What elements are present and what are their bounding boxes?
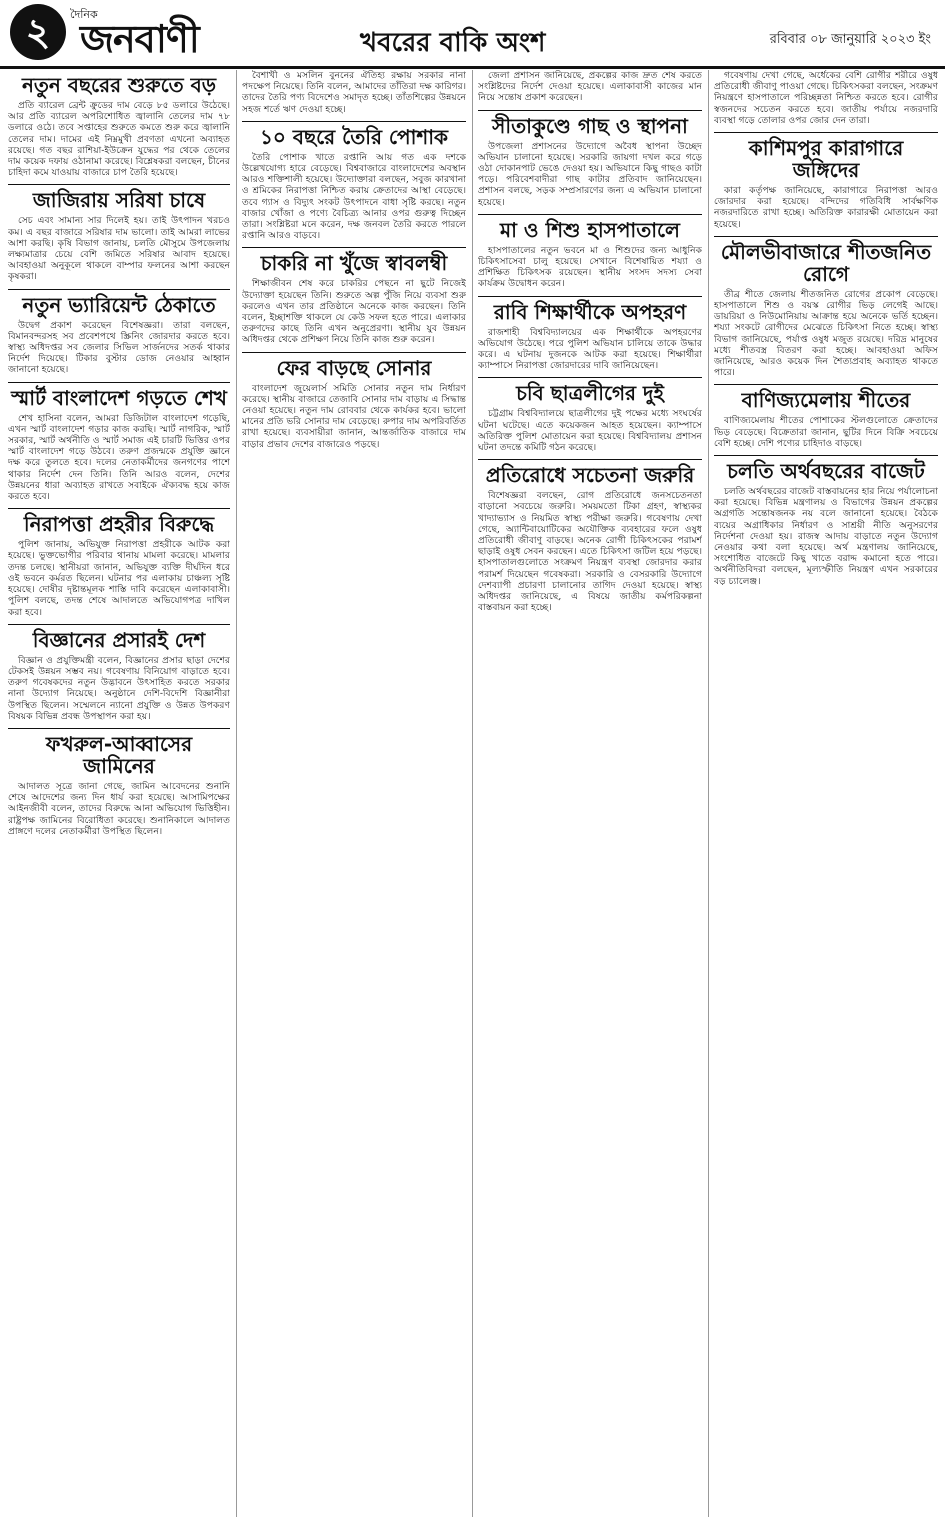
column-divider xyxy=(472,70,473,1517)
news-story xyxy=(478,377,702,453)
news-story xyxy=(242,121,466,242)
news-story xyxy=(8,382,230,503)
story-headline: চলতি অর্থবছরের বাজেট xyxy=(727,459,925,484)
story-divider xyxy=(242,247,466,248)
story-headline: জাজিরায় সরিষা চাষে xyxy=(32,188,206,213)
news-story xyxy=(478,70,702,104)
story-divider xyxy=(478,296,702,297)
column-4 xyxy=(714,70,938,1517)
column-divider xyxy=(708,70,709,1517)
story-body: বিশেষজ্ঞরা বলছেন, রোগ প্রতিরোধে জনসচেতনতা বাড়ানো সবচেয়ে জরুরি। সময়মতো টিকা গ্রহণ, স্বাস্থ্যকর খাদ্যাভ্যাস ও নিয়মিত স্বাস্থ্য পরীক্ষা জরুরি। গবেষণায় দেখা গেছে, অ্যান্টিবায়োটিকের অযৌক্তিক ব্যবহারের ফলে ওষুধ প্রতিরোধী জীবাণু বাড়ছে। অনেক রোগী চিকিৎসকের পরামর্শ ছাড়াই ওষুধ সেবন করছেন। এতে চিকিৎসা জটিল হয়ে পড়ছে। হাসপাতালগুলোতে সংক্রমণ নিয়ন্ত্রণ ব্যবস্থা জোরদার করার পরামর্শ দিয়েছেন গবেষকরা। সরকারি ও বেসরকারি উদ্যোগে দেশব্যাপী প্রচারণা চালানোর তাগিদ দেওয়া হয়েছে। স্বাস্থ্য অধিদপ্তর জানিয়েছে, এ বিষয়ে জাতীয় কর্মপরিকল্পনা বাস্তবায়ন করা হচ্ছে। xyxy=(478,490,702,614)
news-story xyxy=(242,352,466,450)
story-headline: চাকরি না খুঁজে স্বাবলম্বী xyxy=(260,251,448,276)
story-divider xyxy=(242,121,466,122)
story-divider xyxy=(478,459,702,460)
story-divider xyxy=(8,728,230,729)
story-body: পুলিশ জানায়, অভিযুক্ত নিরাপত্তা প্রহরীকে আটক করা হয়েছে। ভুক্তভোগীর পরিবার থানায় মামলা করেছে। মামলার তদন্ত চলছে। স্থানীয়রা জানান, অভিযুক্ত ব্যক্তি দীর্ঘদিন ধরে ওই ভবনে কর্মরত ছিলেন। ঘটনার পর এলাকায় চাঞ্চল্য সৃষ্টি হয়েছে। দোষীর দৃষ্টান্তমূলক শাস্তি দাবি করেছেন এলাকাবাসী। পুলিশ বলছে, তদন্ত শেষে আদালতে অভিযোগপত্র দাখিল করা হবে। xyxy=(8,539,230,618)
column-2 xyxy=(242,70,466,1517)
story-body: বাণিজ্যমেলায় শীতের পোশাকের স্টলগুলোতে ক্রেতাদের ভিড় বেড়েছে। বিক্রেতারা জানান, ছুটির দিনে বিক্রি সবচেয়ে বেশি হচ্ছে। দেশি পণ্যের চাহিদাও বাড়ছে। xyxy=(714,415,938,449)
story-divider xyxy=(8,508,230,509)
story-divider xyxy=(478,214,702,215)
story-divider xyxy=(714,455,938,456)
story-divider xyxy=(478,377,702,378)
story-divider xyxy=(8,624,230,625)
story-headline: মা ও শিশু হাসপাতালে xyxy=(500,217,680,242)
story-body: সেচ এবং সামান্য সার দিলেই হয়। তাই উৎপাদন খরচও কম। এ বছর বাজারে সরিষার দাম ভালো। তাই আমরা লাভের আশা করছি। কৃষি বিভাগ জানায়, চলতি মৌসুমে উপজেলায় লক্ষ্যমাত্রার চেয়ে বেশি জমিতে সরিষার আবাদ হয়েছে। আবহাওয়া অনুকূলে থাকলে বাম্পার ফলনের আশা করছেন কৃষকরা। xyxy=(8,215,230,283)
story-headline: বাণিজ্যমেলায় শীতের xyxy=(741,388,911,413)
news-story xyxy=(8,624,230,722)
story-body: চলতি অর্থবছরের বাজেট বাস্তবায়নের হার নিয়ে পর্যালোচনা করা হয়েছে। বিভিন্ন মন্ত্রণালয় ও বিভাগের উন্নয়ন প্রকল্পের অগ্রগতি সন্তোষজনক নয় বলে জানানো হয়েছে। বৈঠকে ব্যয়ের অগ্রাধিকার নির্ধারণ ও সাশ্রয়ী নীতি অনুসরণের নির্দেশনা দেওয়া হয়। রাজস্ব আদায় বাড়াতে নতুন উদ্যোগ নেওয়ার কথা বলা হয়েছে। অর্থ মন্ত্রণালয় জানিয়েছে, সংশোধিত বাজেটে কিছু খাতে বরাদ্দ কমানো হতে পারে। অর্থনীতিবিদরা বলছেন, মূল্যস্ফীতি নিয়ন্ত্রণ এখন সরকারের বড় চ্যালেঞ্জ। xyxy=(714,486,938,587)
story-body: প্রতি ব্যারেল ব্রেন্ট ক্রুডের দাম বেড়ে ৮৫ ডলারে উঠেছে। আর প্রতি ব্যারেল অপরিশোধিত জ্বালানি তেলের দাম ৭৮ ডলারে ওঠে। তবে সপ্তাহের শুরুতে কমতে শুরু করে জ্বালানি তেলের দাম। দামের এই নিম্নমুখী প্রবণতা এখনো অব্যাহত রয়েছে। গত বছর রাশিয়া-ইউক্রেন যুদ্ধের পর থেকে তেলের দাম কয়েক দফায় ওঠানামা করেছে। বিশ্লেষকরা বলছেন, চীনের চাহিদা কমে যাওয়ায় বাজারে চাপ তৈরি হয়েছে। xyxy=(8,100,230,179)
story-body: আদালত সূত্রে জানা গেছে, জামিন আবেদনের শুনানি শেষে আদেশের জন্য দিন ধার্য করা হয়েছে। আসামিপক্ষের আইনজীবী বলেন, তাদের বিরুদ্ধে আনা অভিযোগ ভিত্তিহীন। রাষ্ট্রপক্ষ জামিনের বিরোধিতা করেছে। শুনানিকালে আদালত প্রাঙ্গণে দলের নেতাকর্মীরা উপস্থিত ছিলেন। xyxy=(8,780,230,837)
story-body: তৈরি পোশাক খাতে রপ্তানি আয় গত এক দশকে উল্লেখযোগ্য হারে বেড়েছে। বিশ্ববাজারে বাংলাদেশের অবস্থান আরও শক্তিশালী হয়েছে। উদ্যোক্তারা বলছেন, সবুজ কারখানা ও শ্রমিকের নিরাপত্তা নিশ্চিত করায় ক্রেতাদের আস্থা বেড়েছে। তবে গ্যাস ও বিদ্যুৎ সংকট উৎপাদনে বাধা সৃষ্টি করছে। নতুন বাজার খোঁজা ও পণ্যে বৈচিত্র্য আনার ওপর গুরুত্ব দিচ্ছেন তারা। সংশ্লিষ্টরা মনে করেন, দক্ষ জনবল তৈরি করতে পারলে রপ্তানি আরও বাড়বে। xyxy=(242,151,466,242)
section-title: খবরের বাকি অংশ xyxy=(360,28,546,58)
story-divider xyxy=(8,289,230,290)
story-headline: নতুন বছরের শুরুতে বড় xyxy=(21,73,217,97)
story-headline: চবি ছাত্রলীগের দুই xyxy=(516,381,664,406)
news-story xyxy=(8,289,230,376)
story-body: শেখ হাসিনা বলেন, আমরা ডিজিটাল বাংলাদেশ গড়েছি, এখন স্মার্ট বাংলাদেশ গড়ার কাজ করছি। স্মার্ট নাগরিক, স্মার্ট সরকার, স্মার্ট অর্থনীতি ও স্মার্ট সমাজ এই চারটি ভিত্তির ওপর স্মার্ট বাংলাদেশ গড়ে উঠবে। তরুণ প্রজন্মকে প্রযুক্তি জ্ঞানে দক্ষ করে তুলতে হবে। দলের নেতাকর্মীদের জনগণের পাশে থাকার নির্দেশ দেন তিনি। তিনি আরও বলেন, দেশের উন্নয়নের ধারা অব্যাহত রাখতে সবাইকে ঐক্যবদ্ধ হয়ে কাজ করতে হবে। xyxy=(8,412,230,503)
brand-prefix: দৈনিক xyxy=(70,8,98,21)
news-story xyxy=(478,110,702,208)
news-story xyxy=(714,384,938,449)
story-body: উপজেলা প্রশাসনের উদ্যোগে অবৈধ স্থাপনা উচ্ছেদ অভিযান চালানো হয়েছে। সরকারি জায়গা দখল করে গড়ে ওঠা দোকানপাট ভেঙে দেওয়া হয়। অভিযানে কিছু গাছও কাটা পড়ে। পরিবেশবাদীরা গাছ কাটার প্রতিবাদ জানিয়েছেন। প্রশাসন বলছে, সড়ক সম্প্রসারণের জন্য এ অভিযান চালানো হয়েছে। xyxy=(478,140,702,208)
story-divider xyxy=(8,184,230,185)
story-headline: প্রতিরোধে সচেতনা জরুরি xyxy=(485,463,695,488)
story-headline: রাবি শিক্ষার্থীকে অপহরণ xyxy=(493,299,687,324)
news-story xyxy=(8,74,230,178)
story-body: বিজ্ঞান ও প্রযুক্তিমন্ত্রী বলেন, বিজ্ঞানের প্রসার ছাড়া দেশের টেকসই উন্নয়ন সম্ভব নয়। গবেষণায় বিনিয়োগ বাড়াতে হবে। তরুণ গবেষকদের নতুন উদ্ভাবনে উৎসাহিত করতে সরকার নানা উদ্যোগ নিয়েছে। অনুষ্ঠানে দেশি-বিদেশি বিজ্ঞানীরা উপস্থিত ছিলেন। সম্মেলনে ন্যানো প্রযুক্তি ও উন্নত উপকরণ বিষয়ক বিভিন্ন প্রবন্ধ উপস্থাপন করা হয়। xyxy=(8,654,230,722)
news-story xyxy=(714,236,938,379)
dateline: রবিবার ০৮ জানুয়ারি ২০২৩ ইং xyxy=(769,32,931,47)
news-story xyxy=(714,455,938,587)
story-body: রাজশাহী বিশ্ববিদ্যালয়ের এক শিক্ষার্থীকে অপহরণের অভিযোগ উঠেছে। পরে পুলিশ অভিযান চালিয়ে তাকে উদ্ধার করে। এ ঘটনায় দুজনকে আটক করা হয়েছে। শিক্ষার্থীরা ক্যাম্পাসে নিরাপত্তা জোরদারের দাবি জানিয়েছেন। xyxy=(478,326,702,372)
story-divider xyxy=(478,110,702,111)
news-story xyxy=(8,184,230,282)
story-headline: নিরাপত্তা প্রহরীর বিরুদ্ধে xyxy=(23,512,215,537)
masthead xyxy=(0,0,945,69)
page-number: ২ xyxy=(10,4,66,60)
column-divider xyxy=(236,70,237,1517)
story-divider xyxy=(8,382,230,383)
news-story xyxy=(8,508,230,617)
news-story xyxy=(714,70,938,126)
story-body: জেলা প্রশাসন জানিয়েছে, প্রকল্পের কাজ দ্রুত শেষ করতে সংশ্লিষ্টদের নির্দেশ দেওয়া হয়েছে। এলাকাবাসী কাজের মান নিয়ে সন্তোষ প্রকাশ করেছেন। xyxy=(478,70,702,104)
news-story xyxy=(478,296,702,372)
story-body: কারা কর্তৃপক্ষ জানিয়েছে, কারাগারে নিরাপত্তা আরও জোরদার করা হয়েছে। বন্দিদের গতিবিধি সার্বক্ষণিক নজরদারিতে রাখা হচ্ছে। অতিরিক্ত কারারক্ষী মোতায়েন করা হয়েছে। xyxy=(714,185,938,230)
brand-logo: জনবাণী xyxy=(80,17,199,61)
story-body: চট্টগ্রাম বিশ্ববিদ্যালয়ে ছাত্রলীগের দুই পক্ষের মধ্যে সংঘর্ষের ঘটনা ঘটেছে। এতে কয়েকজন আহত হয়েছেন। ক্যাম্পাসে অতিরিক্ত পুলিশ মোতায়েন করা হয়েছে। বিশ্ববিদ্যালয় প্রশাসন ঘটনা তদন্তে কমিটি গঠন করেছে। xyxy=(478,408,702,454)
story-body: শিক্ষাজীবন শেষ করে চাকরির পেছনে না ছুটে নিজেই উদ্যোক্তা হয়েছেন তিনি। শুরুতে অল্প পুঁজি নিয়ে ব্যবসা শুরু করলেও এখন তার প্রতিষ্ঠানে অনেকে কাজ করছেন। তিনি বলেন, ইচ্ছাশক্তি থাকলে যে কেউ সফল হতে পারে। এলাকার তরুণদের কাছে তিনি এখন অনুপ্রেরণা। স্থানীয় যুব উন্নয়ন অধিদপ্তর থেকে প্রশিক্ষণ নিয়ে তিনি কাজ শুরু করেন। xyxy=(242,278,466,346)
story-headline: কাশিমপুর কারাগারে জঙ্গিদের xyxy=(748,136,904,183)
news-story xyxy=(242,247,466,345)
story-divider xyxy=(714,384,938,385)
story-headline: ফের বাড়ছে সোনার xyxy=(276,355,432,380)
column-1 xyxy=(8,70,230,1517)
news-story xyxy=(242,70,466,115)
story-headline: নতুন ভ্যারিয়েন্ট ঠেকাতে xyxy=(22,292,216,317)
story-body: গবেষণায় দেখা গেছে, অর্ধেকের বেশি রোগীর শরীরে ওষুধ প্রতিরোধী জীবাণু পাওয়া গেছে। চিকিৎসকরা বলছেন, সংক্রমণ নিয়ন্ত্রণে হাসপাতালে পরিচ্ছন্নতা নিশ্চিত করতে হবে। রোগীর স্বজনদের সচেতন করতে হবে। জাতীয় পর্যায়ে নজরদারি ব্যবস্থা গড়ে তোলার ওপর জোর দেন তারা। xyxy=(714,70,938,126)
column-3 xyxy=(478,70,702,1517)
news-story xyxy=(714,132,938,230)
story-headline: স্মার্ট বাংলাদেশ গড়তে শেখ xyxy=(11,385,227,410)
story-body: তীব্র শীতে জেলায় শীতজনিত রোগের প্রকোপ বেড়েছে। হাসপাতালে শিশু ও বয়স্ক রোগীর ভিড় লেগেই আছে। ডায়রিয়া ও নিউমোনিয়ায় আক্রান্ত হয়ে অনেকে ভর্তি হচ্ছেন। শয্যা সংকটে রোগীদের মেঝেতে চিকিৎসা নিতে হচ্ছে। স্বাস্থ্য বিভাগ জানিয়েছে, পর্যাপ্ত ওষুধ মজুত রয়েছে। দরিদ্র মানুষের মধ্যে শীতবস্ত্র বিতরণ করা হচ্ছে। আবহাওয়া অফিস জানিয়েছে, আরও কয়েক দিন শৈত্যপ্রবাহ অব্যাহত থাকতে পারে। xyxy=(714,288,938,379)
story-headline: ফখরুল-আব্বাসের জামিনের xyxy=(45,731,193,778)
story-divider xyxy=(714,236,938,237)
story-divider xyxy=(242,352,466,353)
story-headline: ১০ বছরে তৈরি পোশাক xyxy=(259,124,449,149)
story-headline: মৌলভীবাজারে শীতজনিত রোগে xyxy=(720,239,932,286)
story-headline: সীতাকুণ্ডে গাছ ও স্থাপনা xyxy=(492,113,688,138)
news-story xyxy=(478,459,702,613)
story-body: বাংলাদেশ জুয়েলার্স সমিতি সোনার নতুন দাম নির্ধারণ করেছে। স্থানীয় বাজারে তেজাবি সোনার দাম বাড়ায় এ সিদ্ধান্ত নেওয়া হয়েছে। নতুন দাম রোববার থেকে কার্যকর হবে। ভালো মানের প্রতি ভরি সোনার দাম বেড়েছে। রুপার দাম অপরিবর্তিত রাখা হয়েছে। ব্যবসায়ীরা জানান, আন্তর্জাতিক বাজারে দাম বাড়ার প্রভাব দেশের বাজারেও পড়ছে। xyxy=(242,382,466,450)
story-body: হাসপাতালের নতুন ভবনে মা ও শিশুদের জন্য আধুনিক চিকিৎসাসেবা চালু হয়েছে। সেখানে বিশেষায়িত শয্যা ও প্রশিক্ষিত চিকিৎসক রয়েছেন। স্থানীয় সংসদ সদস্য সেবা কার্যক্রম উদ্বোধন করেন। xyxy=(478,244,702,290)
story-divider xyxy=(714,132,938,133)
story-body: উদ্বেগ প্রকাশ করেছেন বিশেষজ্ঞরা। তারা বলছেন, বিমানবন্দরসহ সব প্রবেশপথে স্ক্রিনিং জোরদার করতে হবে। স্বাস্থ্য অধিদপ্তর সব জেলার সিভিল সার্জনদের সতর্ক থাকার নির্দেশ দিয়েছে। টিকার বুস্টার ডোজ নেওয়ার আহ্বান জানানো হয়েছে। xyxy=(8,319,230,376)
news-story xyxy=(8,728,230,837)
story-headline: বিজ্ঞানের প্রসারই দেশ xyxy=(32,627,206,652)
story-body: বৈশাখী ও মসলিন বুননের ঐতিহ্য রক্ষায় সরকার নানা পদক্ষেপ নিয়েছে। তিনি বলেন, আমাদের তাঁতিরা দক্ষ কারিগর। তাদের তৈরি পণ্য বিদেশেও সমাদৃত হচ্ছে। তাঁতশিল্পের উন্নয়নে সহজ শর্তে ঋণ দেওয়া হচ্ছে। xyxy=(242,70,466,115)
news-story xyxy=(478,214,702,290)
